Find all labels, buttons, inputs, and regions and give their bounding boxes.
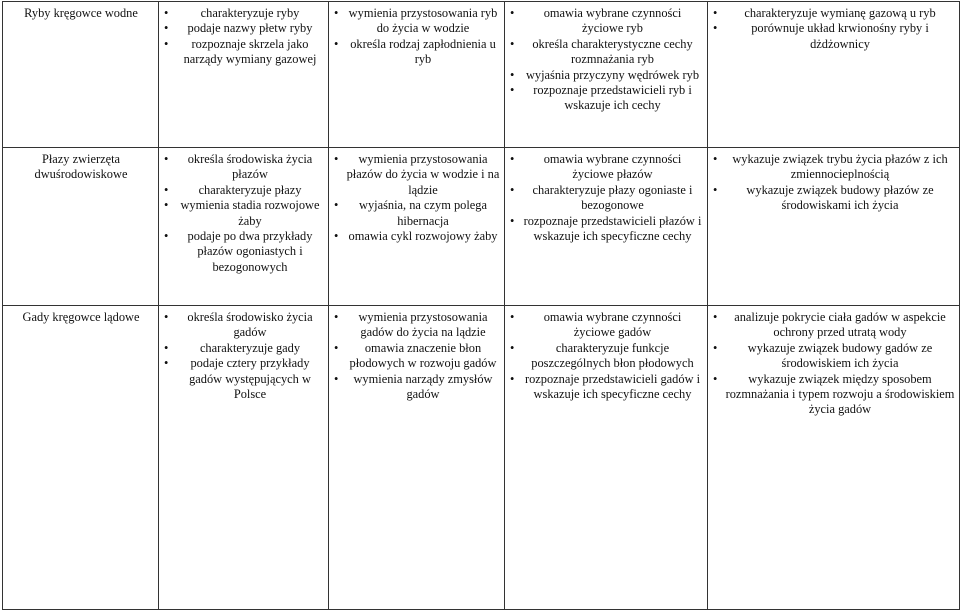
list-item: • określa rodzaj zapłodnienia u ryb — [334, 37, 500, 68]
topic-cell — [3, 2, 159, 148]
list-item: • wymienia przystosowania gadów do życia na lądzie — [334, 310, 500, 341]
list-item: • wyjaśnia, na czym polega hibernacja — [334, 198, 500, 229]
list-item: • omawia wybrane czynności życiowe płazów — [510, 152, 703, 183]
topic-label: Ryby kręgowce wodne — [24, 6, 138, 20]
list-item: • określa środowisko życia gadów — [164, 310, 324, 341]
list-item: • charakteryzuje płazy — [164, 183, 324, 198]
list-item: • wymienia przystosowania ryb do życia w wodzie — [334, 6, 500, 37]
list-item: • porównuje układ krwionośny ryby i dżdżownicy — [713, 21, 955, 52]
list-item: • charakteryzuje ryby — [164, 6, 324, 21]
requirements-cell-4 — [708, 2, 960, 148]
topic-label: Gady kręgowce lądowe — [22, 310, 140, 324]
list-item: • wymienia narządy zmysłów gadów — [334, 372, 500, 403]
list-item: • charakteryzuje płazy ogoniaste i bezogonowe — [510, 183, 703, 214]
requirements-cell-1 — [159, 306, 329, 610]
requirements-cell-4 — [708, 306, 960, 610]
list-item: • rozpoznaje przedstawicieli ryb i wskazuje ich cechy — [510, 83, 703, 114]
list-item: • wyjaśnia przyczyny wędrówek ryb — [510, 68, 703, 83]
list-item: • określa charakterystyczne cechy rozmnażania ryb — [510, 37, 703, 68]
requirements-cell-3 — [505, 306, 708, 610]
list-item: • wykazuje związek trybu życia płazów z ich zmiennocieplnością — [713, 152, 955, 183]
list-item: • omawia wybrane czynności życiowe gadów — [510, 310, 703, 341]
list-item: • wykazuje związek budowy gadów ze środowiskiem ich życia — [713, 341, 955, 372]
list-item: • podaje nazwy płetw ryby — [164, 21, 324, 36]
topic-label: Płazy zwierzęta dwuśrodowiskowe — [34, 152, 128, 182]
list-item: • charakteryzuje gady — [164, 341, 324, 356]
list-item: • wykazuje związek budowy płazów ze środowiskami ich życia — [713, 183, 955, 214]
requirements-cell-2 — [329, 148, 505, 306]
requirements-cell-2 — [329, 306, 505, 610]
list-item: • charakteryzuje funkcje poszczególnych błon płodowych — [510, 341, 703, 372]
requirements-cell-1 — [159, 2, 329, 148]
requirements-cell-3 — [505, 148, 708, 306]
table-row-amphibians — [3, 148, 960, 306]
list-item: • rozpoznaje skrzela jako narządy wymiany gazowej — [164, 37, 324, 68]
topic-cell — [3, 306, 159, 610]
requirements-cell-1 — [159, 148, 329, 306]
list-item: • omawia znaczenie błon płodowych w rozwoju gadów — [334, 341, 500, 372]
table-row-fish — [3, 2, 960, 148]
list-item: • wykazuje związek między sposobem rozmnażania i typem rozwoju a środowiskiem życia gadów — [713, 372, 955, 418]
list-item: • omawia cykl rozwojowy żaby — [334, 229, 500, 244]
table-row-reptiles — [3, 306, 960, 610]
list-item: • określa środowiska życia płazów — [164, 152, 324, 183]
topic-cell — [3, 148, 159, 306]
list-item: • charakteryzuje wymianę gazową u ryb — [713, 6, 955, 21]
requirements-table — [2, 1, 960, 610]
requirements-cell-2 — [329, 2, 505, 148]
list-item: • podaje cztery przykłady gadów występujących w Polsce — [164, 356, 324, 402]
list-item: • rozpoznaje przedstawicieli płazów i wskazuje ich specyficzne cechy — [510, 214, 703, 245]
requirements-cell-4 — [708, 148, 960, 306]
requirements-cell-3 — [505, 2, 708, 148]
list-item: • wymienia przystosowania płazów do życia w wodzie i na lądzie — [334, 152, 500, 198]
list-item: • podaje po dwa przykłady płazów ogoniastych i bezogonowych — [164, 229, 324, 275]
list-item: • wymienia stadia rozwojowe żaby — [164, 198, 324, 229]
list-item: • analizuje pokrycie ciała gadów w aspekcie ochrony przed utratą wody — [713, 310, 955, 341]
list-item: • rozpoznaje przedstawicieli gadów i wskazuje ich specyficzne cechy — [510, 372, 703, 403]
list-item: • omawia wybrane czynności życiowe ryb — [510, 6, 703, 37]
